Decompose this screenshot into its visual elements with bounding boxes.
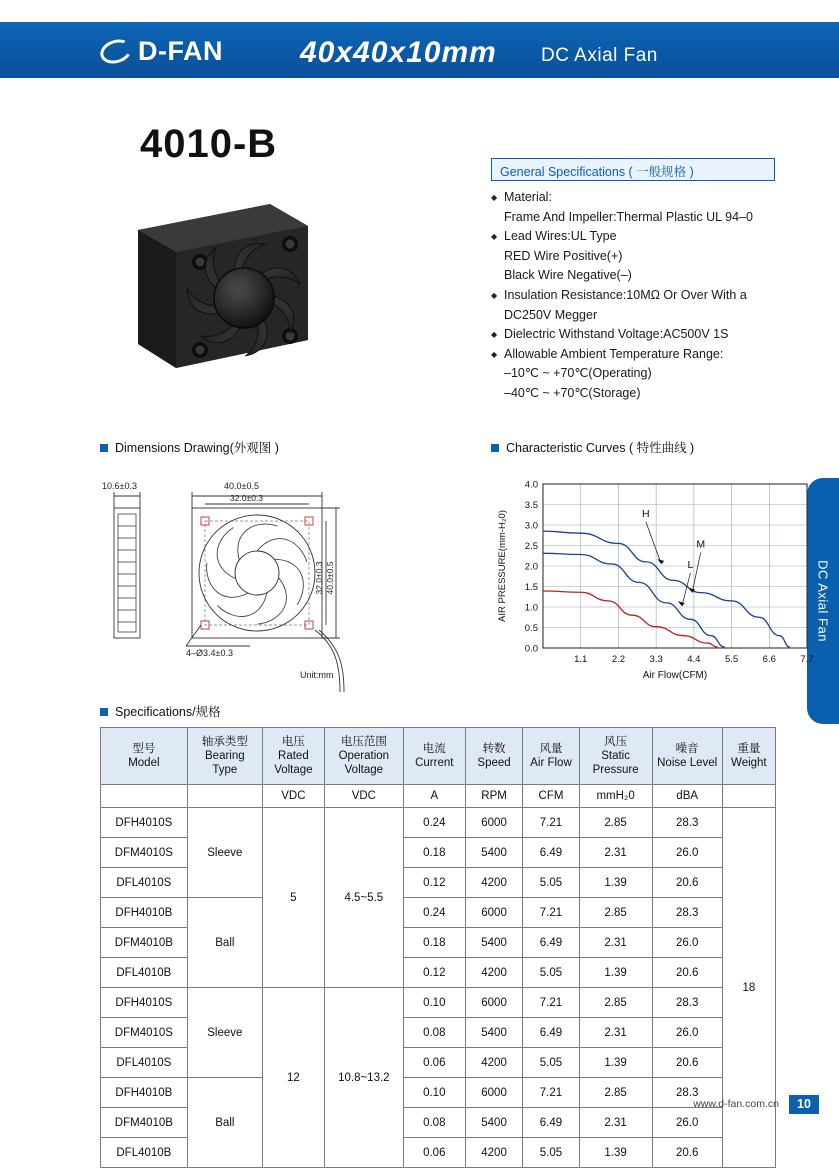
table-body <box>101 785 776 1168</box>
cell-noise-level: 26.0 <box>652 1018 722 1048</box>
y-tick-label: 0.5 <box>524 622 538 634</box>
column-header-cn: 重量 <box>737 743 761 755</box>
column-header-en: Operation <box>338 750 390 762</box>
footer-page-number: 10 <box>789 1095 819 1114</box>
x-tick-label: 1.1 <box>574 654 588 665</box>
cell-air-flow: 7.21 <box>523 988 579 1018</box>
cell-speed: 4200 <box>465 868 523 898</box>
cell-rated-voltage: 12 <box>262 988 324 1168</box>
cell-air-flow: 6.49 <box>523 1108 579 1138</box>
cell-current: 0.10 <box>403 1078 465 1108</box>
unit-cell: mmH₂0 <box>579 785 652 808</box>
general-spec-item: DC250V Megger <box>504 307 598 322</box>
dim-holes-label: 4–Ø3.4±0.3 <box>186 648 233 658</box>
cell-air-flow: 6.49 <box>523 838 579 868</box>
cell-model: DFL4010B <box>101 958 188 988</box>
unit-cell: RPM <box>465 785 523 808</box>
x-axis-label: Air Flow(CFM) <box>642 670 708 681</box>
unit-cell-empty <box>187 785 262 808</box>
cell-air-flow: 6.49 <box>523 1018 579 1048</box>
cell-bearing-type: Ball <box>187 1078 262 1168</box>
table-column-header <box>262 728 324 785</box>
unit-cell: A <box>403 785 465 808</box>
cell-current: 0.06 <box>403 1048 465 1078</box>
general-spec-item: ◆ Dielectric Withstand Voltage:AC500V 1S <box>491 325 821 345</box>
column-header-en2: Voltage <box>274 764 313 776</box>
y-axis-label: AIR PRESSURE(mm-H₂0) <box>497 510 508 622</box>
x-tick-label: 5.5 <box>724 654 739 665</box>
general-spec-item: Frame And Impeller:Thermal Plastic UL 94–0 <box>504 209 753 224</box>
column-header-en2: Voltage <box>344 764 384 776</box>
curves-section-title <box>491 438 694 456</box>
y-tick-label: 0.0 <box>524 643 538 655</box>
table-column-header <box>324 728 403 785</box>
cell-static-pressure: 2.31 <box>579 1018 652 1048</box>
curves-section-title-label: Characteristic Curves ( 特性曲线 ) <box>506 441 695 455</box>
general-specifications-list <box>491 188 821 404</box>
x-tick-label: 6.6 <box>762 654 776 665</box>
column-header-en: Speed <box>477 757 511 769</box>
column-header-en: Static <box>601 750 630 762</box>
cell-current: 0.12 <box>403 958 465 988</box>
cell-model: DFH4010S <box>101 988 188 1018</box>
header-title: 40x40x10mm <box>300 36 497 69</box>
cell-noise-level: 20.6 <box>652 958 722 988</box>
cell-operation-voltage: 10.8~13.2 <box>324 988 403 1168</box>
y-tick-label: 3.5 <box>524 499 538 511</box>
cell-speed: 5400 <box>465 838 523 868</box>
column-header-en2: Pressure <box>592 764 639 776</box>
cell-bearing-type: Sleeve <box>187 808 262 898</box>
cell-model: DFH4010B <box>101 898 188 928</box>
cell-speed: 4200 <box>465 1048 523 1078</box>
cell-noise-level: 28.3 <box>652 1078 722 1108</box>
table-unit-row <box>101 785 776 808</box>
cell-noise-level: 28.3 <box>652 808 722 838</box>
curve-annotation-L: L <box>687 559 694 572</box>
square-bullet-icon <box>100 708 108 716</box>
cell-model: DFL4010S <box>101 1048 188 1078</box>
cell-model: DFM4010S <box>101 1018 188 1048</box>
unit-cell: CFM <box>523 785 579 808</box>
column-header-cn: 电流 <box>422 743 446 755</box>
cell-current: 0.08 <box>403 1018 465 1048</box>
table-column-header <box>652 728 722 785</box>
general-spec-item: –40℃ ~ +70℃(Storage) <box>504 385 641 400</box>
y-tick-label: 2.0 <box>524 561 538 573</box>
cell-current: 0.10 <box>403 988 465 1018</box>
table-column-header <box>523 728 579 785</box>
cell-air-flow: 7.21 <box>523 808 579 838</box>
side-tab-label: DC Axial Fan <box>815 560 831 642</box>
column-header-en: Air Flow <box>530 757 572 769</box>
cell-noise-level: 20.6 <box>652 1048 722 1078</box>
table-row <box>101 1078 776 1108</box>
dim-height-outer-label: 40.0±0.5 <box>325 561 335 595</box>
square-bullet-icon <box>491 444 499 452</box>
column-header-cn: 轴承类型 <box>201 736 248 748</box>
cell-static-pressure: 2.31 <box>579 1108 652 1138</box>
y-tick-label: 2.5 <box>524 540 538 552</box>
cell-weight: 18 <box>722 808 775 1168</box>
brand-logo-text: D-FAN <box>138 35 223 66</box>
cell-current: 0.18 <box>403 928 465 958</box>
general-specifications-title: General Specifications ( 一般规格 ) <box>500 165 694 179</box>
cell-model: DFH4010B <box>101 1078 188 1108</box>
unit-cell: VDC <box>262 785 324 808</box>
cell-static-pressure: 1.39 <box>579 958 652 988</box>
page-title: 4010-B <box>140 122 278 166</box>
dimensions-drawing <box>100 470 460 700</box>
table-column-header <box>403 728 465 785</box>
x-tick-label: 4.4 <box>687 654 701 665</box>
unit-cell-empty <box>101 785 188 808</box>
cell-model: DFM4010B <box>101 928 188 958</box>
brand-logo <box>100 34 223 68</box>
x-tick-label: 2.2 <box>611 654 626 665</box>
cell-air-flow: 6.49 <box>523 928 579 958</box>
specifications-table <box>100 727 776 1168</box>
cell-bearing-type: Ball <box>187 898 262 988</box>
fan-swirl-icon <box>97 35 135 67</box>
cell-speed: 6000 <box>465 808 523 838</box>
cell-air-flow: 5.05 <box>523 868 579 898</box>
column-header-en: Current <box>415 757 454 769</box>
table-column-header <box>465 728 523 785</box>
column-header-cn: 转数 <box>482 743 506 755</box>
dim-thickness-label: 10.6±0.3 <box>102 481 137 491</box>
product-photo <box>120 190 320 390</box>
dim-unit-label: Unit:mm <box>300 670 334 680</box>
cell-speed: 4200 <box>465 958 523 988</box>
column-header-en: Noise Level <box>657 757 718 769</box>
cell-air-flow: 5.05 <box>523 1048 579 1078</box>
cell-air-flow: 7.21 <box>523 1078 579 1108</box>
cell-speed: 6000 <box>465 898 523 928</box>
unit-cell: VDC <box>324 785 403 808</box>
cell-operation-voltage: 4.5~5.5 <box>324 808 403 988</box>
cell-static-pressure: 2.31 <box>579 928 652 958</box>
specifications-table-wrap <box>100 727 776 1168</box>
cell-current: 0.08 <box>403 1108 465 1138</box>
cell-current: 0.18 <box>403 838 465 868</box>
cell-current: 0.24 <box>403 808 465 838</box>
cell-air-flow: 5.05 <box>523 958 579 988</box>
table-column-header <box>722 728 775 785</box>
cell-model: DFM4010S <box>101 838 188 868</box>
cell-speed: 5400 <box>465 1018 523 1048</box>
cell-rated-voltage: 5 <box>262 808 324 988</box>
cell-speed: 5400 <box>465 1108 523 1138</box>
cell-noise-level: 26.0 <box>652 1108 722 1138</box>
curve-annotation-M: M <box>696 538 706 551</box>
cell-model: DFH4010S <box>101 808 188 838</box>
cell-bearing-type: Sleeve <box>187 988 262 1078</box>
cell-current: 0.12 <box>403 868 465 898</box>
header-subtitle: DC Axial Fan <box>541 45 658 66</box>
dimensions-section-title-label: Dimensions Drawing(外观图 ) <box>115 441 279 455</box>
footer-url[interactable]: www.d-fan.com.cn <box>693 1098 779 1110</box>
y-tick-label: 3.0 <box>524 520 538 532</box>
cell-static-pressure: 1.39 <box>579 1048 652 1078</box>
column-header-cn: 噪音 <box>675 743 699 755</box>
table-header-row <box>101 728 776 785</box>
general-spec-item: RED Wire Positive(+) <box>504 248 623 263</box>
cell-current: 0.06 <box>403 1138 465 1168</box>
table-row <box>101 808 776 838</box>
table-column-header <box>187 728 262 785</box>
cell-noise-level: 28.3 <box>652 898 722 928</box>
cell-noise-level: 26.0 <box>652 838 722 868</box>
table-column-header <box>579 728 652 785</box>
cell-current: 0.24 <box>403 898 465 928</box>
curve-annotation-H: H <box>642 507 650 520</box>
column-header-en2: Type <box>212 764 238 776</box>
unit-cell <box>722 785 775 808</box>
x-tick-label: 7.7 <box>800 654 814 665</box>
unit-cell: dBA <box>652 785 722 808</box>
cell-static-pressure: 2.85 <box>579 808 652 838</box>
characteristic-curves-chart <box>491 470 821 700</box>
dim-width-inner-label: 32.0±0.3 <box>230 493 264 503</box>
column-header-en: Bearing <box>205 750 245 762</box>
square-bullet-icon <box>100 444 108 452</box>
general-specifications-header <box>491 158 775 181</box>
column-header-cn: 风量 <box>539 743 563 755</box>
dimensions-section-title <box>100 438 279 456</box>
cell-model: DFL4010B <box>101 1138 188 1168</box>
cell-static-pressure: 2.31 <box>579 838 652 868</box>
general-spec-item: ◆ Lead Wires:UL Type <box>491 227 821 247</box>
column-header-cn: 型号 <box>132 743 156 755</box>
general-spec-item: ◆ Material: <box>491 188 821 208</box>
general-spec-item: –10℃ ~ +70℃(Operating) <box>504 366 652 381</box>
column-header-en: Model <box>128 757 160 769</box>
specifications-section-title <box>100 702 221 720</box>
general-spec-item: ◆ Allowable Ambient Temperature Range: <box>491 345 821 365</box>
general-spec-item: Black Wire Negative(–) <box>504 268 632 283</box>
table-row <box>101 988 776 1018</box>
cell-speed: 6000 <box>465 1078 523 1108</box>
cell-speed: 4200 <box>465 1138 523 1168</box>
specifications-section-title-label: Specifications/规格 <box>115 705 221 719</box>
dim-height-inner-label: 32.0±0.3 <box>314 561 324 595</box>
cell-static-pressure: 2.85 <box>579 988 652 1018</box>
cell-noise-level: 28.3 <box>652 988 722 1018</box>
cell-static-pressure: 1.39 <box>579 1138 652 1168</box>
cell-air-flow: 7.21 <box>523 898 579 928</box>
y-tick-label: 1.5 <box>524 581 538 593</box>
cell-air-flow: 5.05 <box>523 1138 579 1168</box>
column-header-en: Weight <box>731 757 767 769</box>
cell-model: DFL4010S <box>101 868 188 898</box>
table-column-header <box>101 728 188 785</box>
column-header-cn: 电压 <box>281 736 305 748</box>
cell-static-pressure: 2.85 <box>579 1078 652 1108</box>
general-spec-item: ◆ Insulation Resistance:10MΩ Or Over With a <box>491 286 821 306</box>
table-header <box>101 728 776 785</box>
x-tick-label: 3.3 <box>649 654 663 665</box>
column-header-cn: 风压 <box>604 736 628 748</box>
cell-speed: 5400 <box>465 928 523 958</box>
cell-static-pressure: 2.85 <box>579 898 652 928</box>
table-row <box>101 898 776 928</box>
cell-noise-level: 20.6 <box>652 868 722 898</box>
dim-width-outer-label: 40.0±0.5 <box>224 481 259 491</box>
column-header-cn: 电压范围 <box>340 736 387 748</box>
column-header-en: Rated <box>278 750 309 762</box>
cell-static-pressure: 1.39 <box>579 868 652 898</box>
y-tick-label: 1.0 <box>524 602 538 614</box>
y-tick-label: 4.0 <box>524 479 538 491</box>
cell-speed: 6000 <box>465 988 523 1018</box>
cell-noise-level: 20.6 <box>652 1138 722 1168</box>
cell-model: DFM4010B <box>101 1108 188 1138</box>
cell-noise-level: 26.0 <box>652 928 722 958</box>
